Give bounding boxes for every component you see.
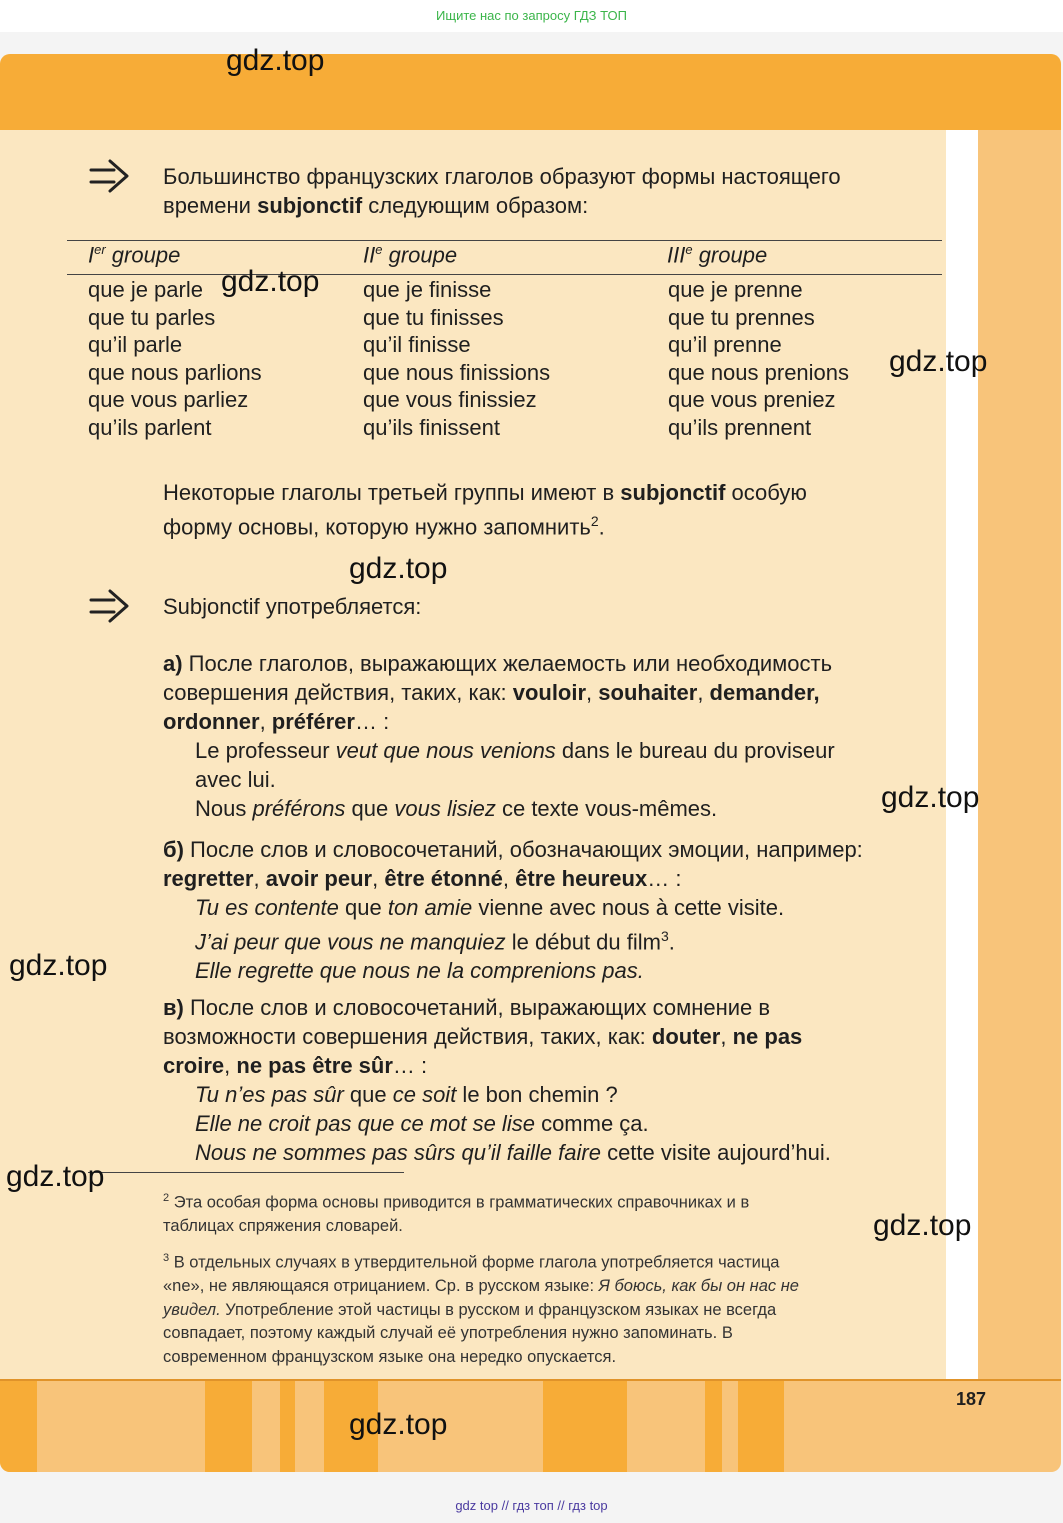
conjugation-form: que nous prenions: [668, 359, 850, 385]
group-1-forms: [88, 276, 262, 442]
intro-text: Большинство французских глаголов образуют формы настоящего времени subjonctif следующим образом:: [163, 164, 841, 218]
top-banner[interactable]: Ищите нас по запросу ГДЗ ТОП: [0, 0, 1063, 32]
watermark: gdz.top: [349, 552, 448, 585]
section-b: б) После слов и словосочетаний, обозначающих эмоции, например: regretter, avoir peur, être étonné, être heureux… : Tu es contente que ton amie vienne avec nous à cette visite. J’ai peur que vous ne manquiez le début du film$^3$. Elle regrette que nous ne la comprenions pas.: [163, 837, 863, 984]
group-1-header: Ier groupe: [88, 242, 181, 268]
watermark: gdz.top: [221, 265, 320, 298]
footnote-3: $^3$ В отдельных случаях в утвердительной форме глагола употребляется частица «ne», не являющаяся отрицанием. Ср. в русском языке: Я боюсь, как бы он нас не увидел. Употребление этой частицы в русском и французском языках не всегда совпадает, поэтому каждый случай её употребления нужно запоминать. В современном французском языке она нередко опускается.: [163, 1252, 799, 1366]
watermark: gdz.top: [9, 949, 108, 982]
footnote-divider: [88, 1172, 404, 1173]
conjugation-form: qu’il parle: [88, 332, 183, 358]
right-arrow-icon: [88, 587, 132, 625]
conjugation-form: que vous preniez: [668, 387, 836, 413]
watermark: gdz.top: [226, 44, 325, 77]
conjugation-form: qu’il prenne: [668, 332, 782, 358]
group-3-forms: [668, 276, 849, 442]
page-footer-band: [0, 1379, 1061, 1472]
conjugation-form: que nous finissions: [363, 359, 551, 385]
group-2-forms: [363, 276, 550, 442]
conjugation-form: que vous parliez: [88, 387, 249, 413]
conjugation-form: que tu finisses: [363, 304, 504, 330]
page-number: 187: [956, 1389, 987, 1409]
site-footer-links[interactable]: gdz top // гдз топ // гдз top: [455, 1498, 608, 1513]
footnote-2: $^2$ Эта особая форма основы приводится в грамматических справочниках и в таблицах спряжения словарей.: [163, 1192, 750, 1235]
conjugation-form: qu’ils parlent: [88, 414, 212, 440]
watermark: gdz.top: [881, 781, 980, 814]
section-a: а) После глаголов, выражающих желаемость или необходимость совершения действия, таких, как: vouloir, souhaiter, demander, ordonner, préférer… : Le professeur veut que nous venions dans le bureau du proviseur avec lui. Nous préférons que vous lisiez ce texte vous-mêmes.: [163, 651, 835, 821]
watermark: gdz.top: [873, 1209, 972, 1242]
section-c: в) После слов и словосочетаний, выражающих сомнение в возможности совершения действия, таких, как: douter, ne pas croire, ne pas être sûr… : Tu n’es pas sûr que ce soit le bon chemin ? Elle ne croit pas que ce mot se lise comme ça. Nous ne sommes pas sûrs qu’il faille faire cette visite aujourd’hui.: [163, 995, 831, 1165]
page-header-band: [0, 54, 1061, 130]
footer-band-line: [0, 1379, 1061, 1381]
conjugation-form: que vous finissiez: [363, 387, 537, 413]
conjugation-form: qu’il finisse: [363, 332, 471, 358]
watermark: gdz.top: [6, 1160, 105, 1193]
conjugation-form: que tu prennes: [668, 304, 815, 330]
group-3-header: IIIe groupe: [667, 242, 768, 268]
conjugation-form: que je prenne: [668, 277, 803, 302]
conjugation-form: que nous parlions: [88, 359, 262, 385]
group-2-header: IIe groupe: [363, 242, 458, 268]
table-top-rule: [67, 240, 942, 241]
watermark: gdz.top: [889, 345, 988, 378]
conjugation-form: que je parle: [88, 277, 203, 302]
special-stem-note: Некоторые глаголы третьей группы имеют в subjonctif особую форму основы, которую нужно запомнить$^2$.: [163, 480, 807, 540]
conjugation-form: qu’ils prennent: [668, 414, 812, 440]
usage-title: Subjonctif употребляется:: [163, 594, 422, 619]
right-arrow-icon: [88, 157, 132, 195]
conjugation-form: que je finisse: [363, 277, 492, 302]
margin-orange-strip: [978, 130, 1061, 1380]
table-header-rule: [67, 274, 942, 275]
margin-white-strip: [946, 130, 978, 1380]
conjugation-form: qu’ils finissent: [363, 414, 500, 440]
watermark: gdz.top: [349, 1408, 448, 1441]
conjugation-form: que tu parles: [88, 304, 216, 330]
